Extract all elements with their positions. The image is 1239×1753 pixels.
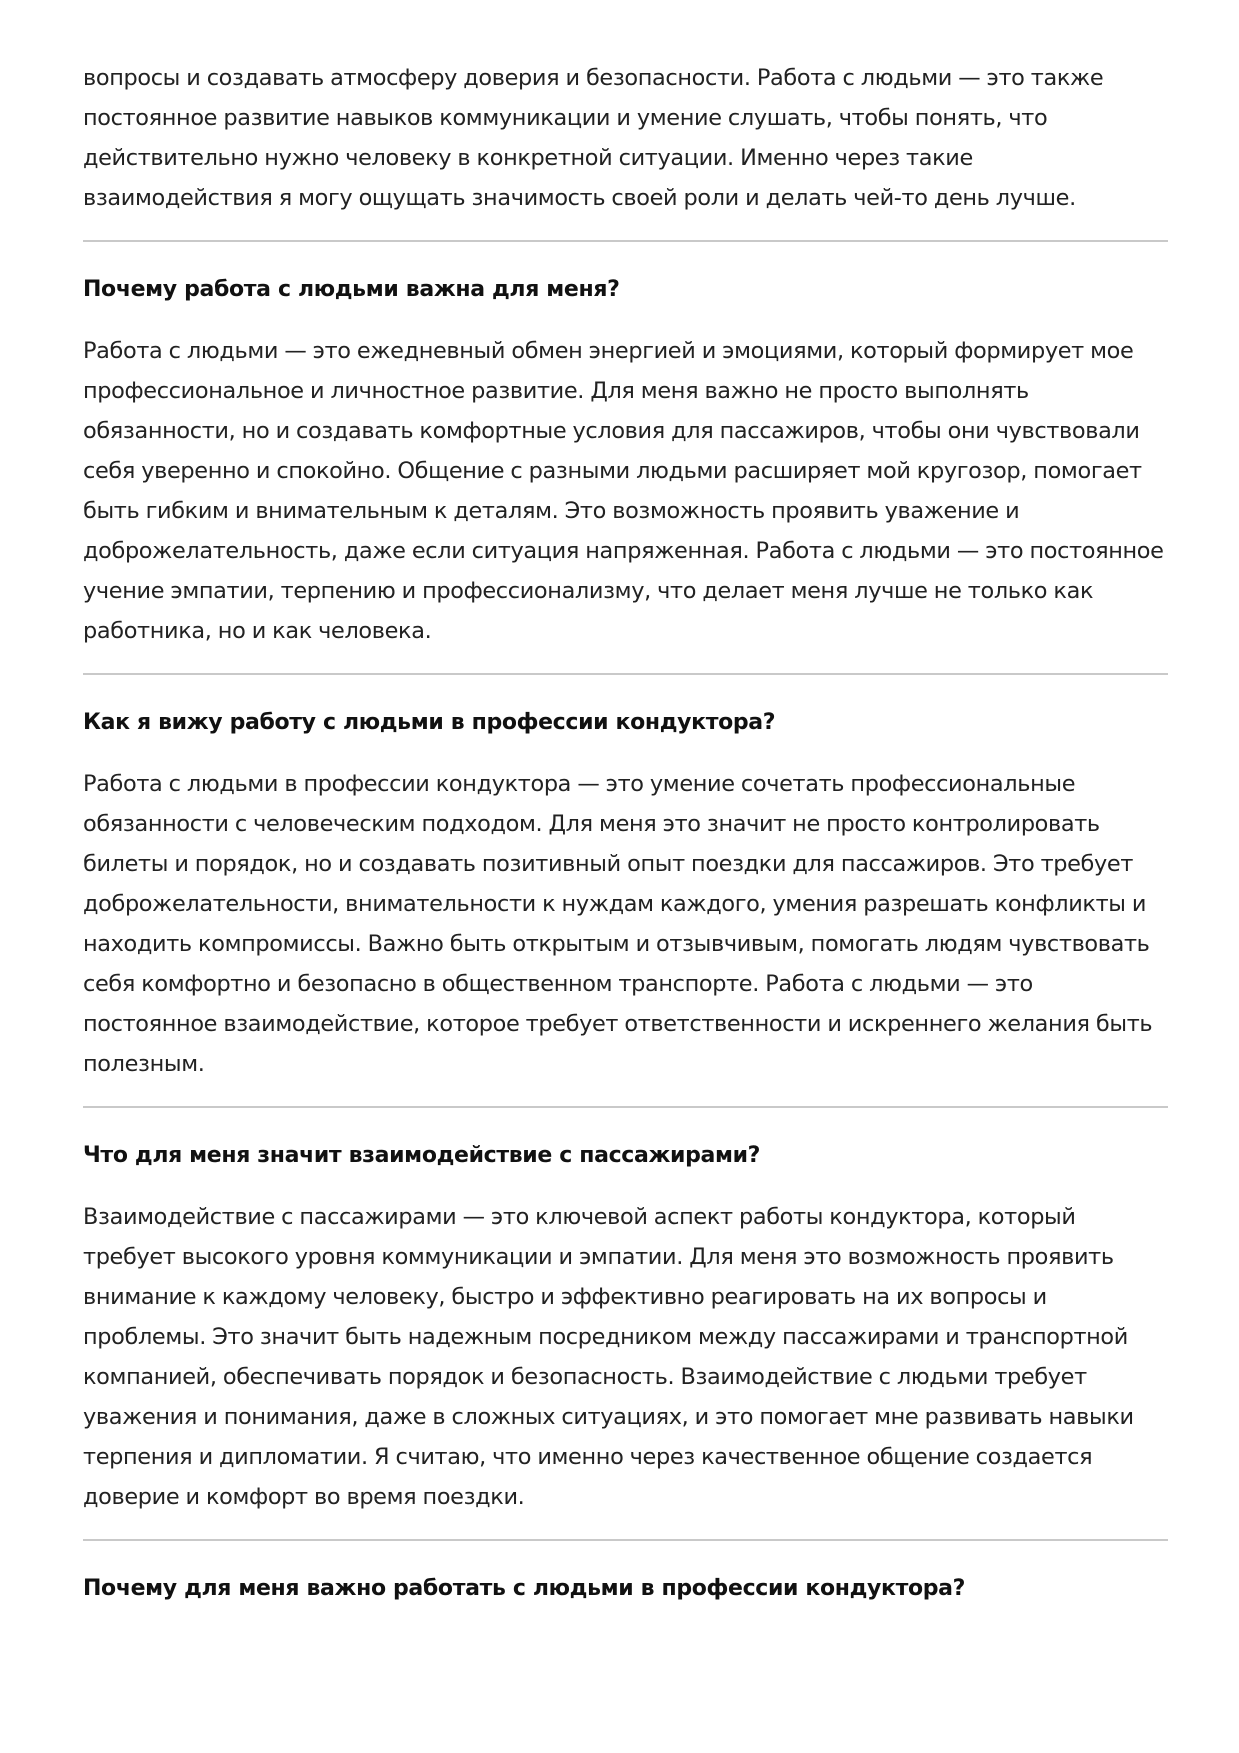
document-page [83,58,1168,1609]
section [83,1136,1168,1517]
section [83,270,1168,651]
section-divider [83,1539,1168,1541]
section-divider [83,673,1168,675]
section [83,1569,1168,1609]
section-heading: Как я вижу работу с людьми в профессии кондуктора? [83,710,776,735]
section-divider [83,1106,1168,1108]
section-heading: Почему работа с людьми важна для меня? [83,277,620,302]
section [83,703,1168,1084]
section-paragraph: Работа с людьми в профессии кондуктора — это умение сочетать профессиональные обязанности с человеческим подходом. Для меня это значит не просто контролировать билеты и порядок, но и создавать позитивный опыт поездки для пассажиров. Это требует доброжелательности, внимательности к нуждам каждого, умения разрешать конфликты и находить компромиссы. Важно быть открытым и отзывчивым, помогать людям чувствовать себя комфортно и безопасно в общественном транспорте. Работа с людьми — это постоянное взаимодействие, которое требует ответственности и искреннего желания быть полезным. [83,771,1153,1077]
section-heading: Что для меня значит взаимодействие с пассажирами? [83,1143,761,1168]
section-paragraph: Взаимодействие с пассажирами — это ключевой аспект работы кондуктора, который требует высокого уровня коммуникации и эмпатии. Для меня это возможность проявить внимание к каждому человеку, быстро и эффективно реагировать на их вопросы и проблемы. Это значит быть надежным посредником между пассажирами и транспортной компанией, обеспечивать порядок и безопасность. Взаимодействие с людьми требует уважения и понимания, даже в сложных ситуациях, и это помогает мне развивать навыки терпения и дипломатии. Я считаю, что именно через качественное общение создается доверие и комфорт во время поездки. [83,1204,1134,1510]
intro-paragraph: вопросы и создавать атмосферу доверия и безопасности. Работа с людьми — это также постоянное развитие навыков коммуникации и умение слушать, чтобы понять, что действительно нужно человеку в конкретной ситуации. Именно через такие взаимодействия я могу ощущать значимость своей роли и делать чей-то день лучше. [83,65,1104,211]
section-divider [83,240,1168,242]
section-heading: Почему для меня важно работать с людьми в профессии кондуктора? [83,1576,966,1601]
section-paragraph: Работа с людьми — это ежедневный обмен энергией и эмоциями, который формирует мое профессиональное и личностное развитие. Для меня важно не просто выполнять обязанности, но и создавать комфортные условия для пассажиров, чтобы они чувствовали себя уверенно и спокойно. Общение с разными людьми расширяет мой кругозор, помогает быть гибким и внимательным к деталям. Это возможность проявить уважение и доброжелательность, даже если ситуация напряженная. Работа с людьми — это постоянное учение эмпатии, терпению и профессионализму, что делает меня лучше не только как работника, но и как человека. [83,338,1164,644]
